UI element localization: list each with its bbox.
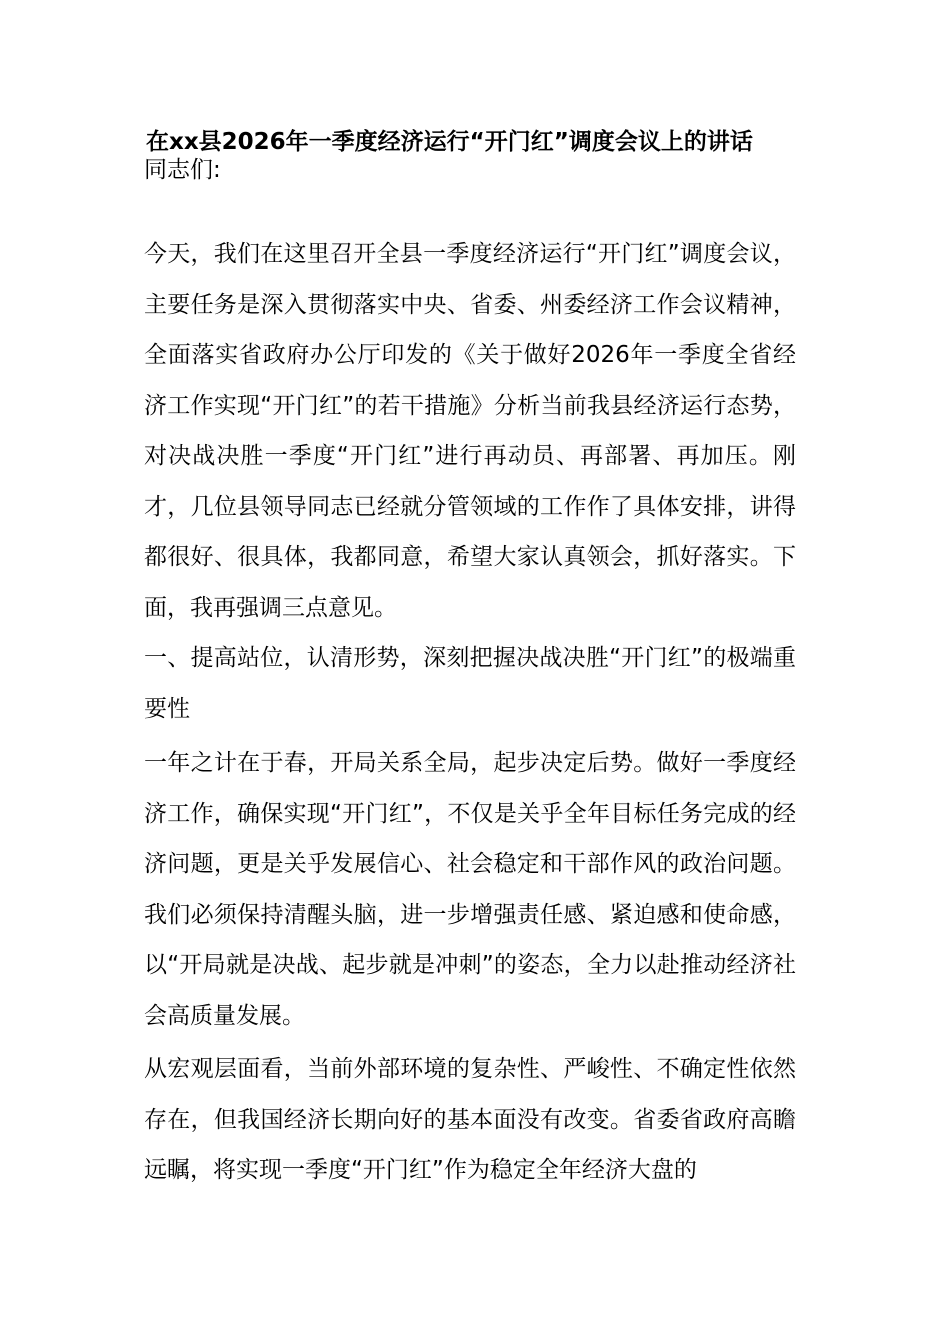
paragraph-macro-view: 从宏观层面看，当前外部环境的复杂性、严峻性、不确定性依然存在，但我国经济长期向好的基本面没有改变。省委省政府高瞻远瞩，将实现一季度“开门红”作为稳定全年经济大盘的 — [144, 1056, 796, 1183]
document-title: 在xx县2026年一季度经济运行“开门红”调度会议上的讲话 — [146, 129, 753, 155]
paragraph-section-1-body: 一年之计在于春，开局关系全局，起步决定后势。做好一季度经济工作，确保实现“开门红”，不仅是关乎全年目标任务完成的经济问题，更是关乎发展信心、社会稳定和干部作风的政治问题。我们必须保持清醒头脑，进一步增强责任感、紧迫感和使命感，以“开局就是决战、起步就是冲刺”的姿态，全力以赴推动经济社会高质量发展。 — [144, 750, 796, 1029]
paragraph-opening: 今天，我们在这里召开全县一季度经济运行“开门红”调度会议，主要任务是深入贯彻落实中央、省委、州委经济工作会议精神，全面落实省政府办公厅印发的《关于做好2026年一季度全省经济工作实现“开门红”的若干措施》分析当前我县经济运行态势，对决战决胜一季度“开门红”进行再动员、再部署、再加压。刚才，几位县领导同志已经就分管领域的工作作了具体安排，讲得都很好、很具体，我都同意，希望大家认真领会，抓好落实。下面，我再强调三点意见。 — [144, 241, 796, 621]
salutation: 同志们: — [144, 157, 221, 183]
section-heading-1: 一、提高站位，认清形势，深刻把握决战决胜“开门红”的极端重要性 — [144, 645, 796, 722]
